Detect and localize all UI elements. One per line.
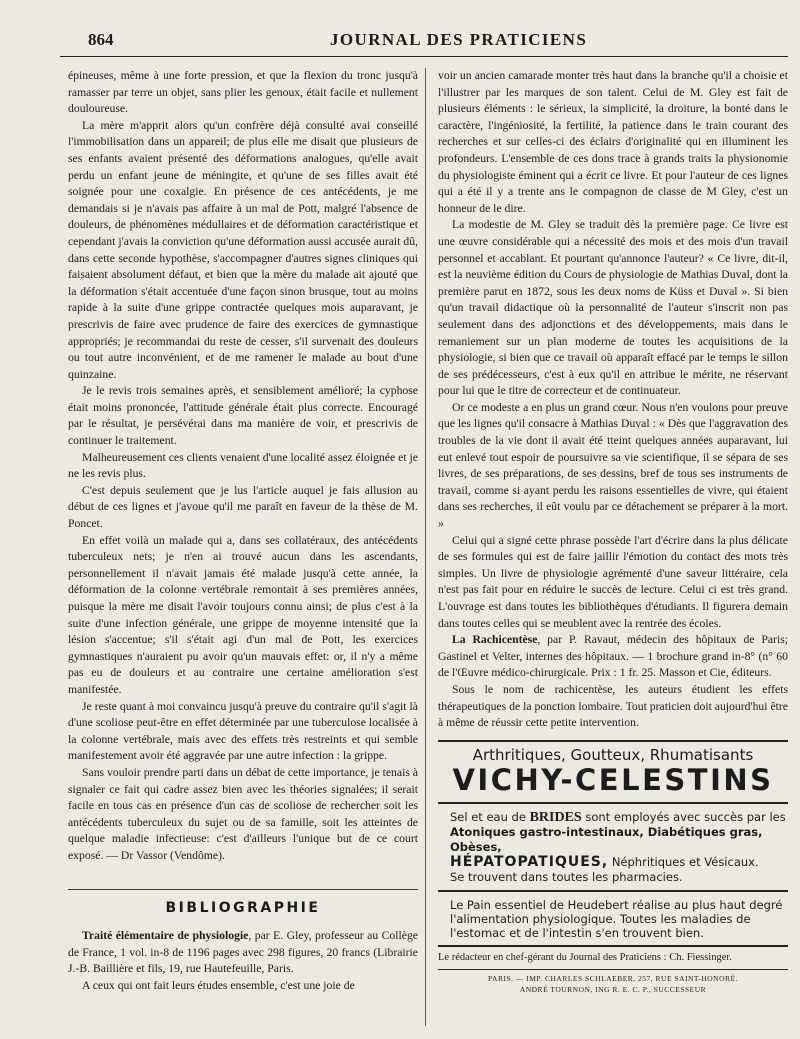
book-title: Traité élémentaire de physiologie [82,929,249,943]
brides-prefix: Sel et eau de [450,809,530,824]
paragraph: Malheureusement ces clients venaient d'une localité assez éloignée et je ne les revis plus. [68,450,418,481]
paragraph: A ceux qui ont fait leurs études ensemble, c'est une joie de [82,978,355,992]
imprint [438,969,788,995]
redacteur-line: Le rédacteur en chef-gérant du Journal des Praticiens : Ch. Fiessinger. [438,945,788,965]
paragraph: Or ce modeste a en plus un grand cœur. Nous n'en voulons pour preuve que les lignes qu'il consacre à Mathias Duval : « Dès que l'aggravation des troubles de la vie dont il avait été tteint quelques années auparavant, lui eut enlevé tout espoir de poursuivre sa vie scientifique, il se sépara de ses livres, de ses préparations, de ses dessins, bref de tous ses instruments de travail, comme si ayant perdu les raisons essentielles de vivre, qui étaient dans ses recherches, il eût voulu par ce détachement se préparer à la mort. » [438,400,788,531]
journal-title: JOURNAL DES PRATICIENS [330,30,588,49]
paragraph: épineuses, même à une forte pression, et que la flexion du tronc jusqu'à ramasser par terre un objet, sans plier les genoux, était facile et nullement douloureuse. [68,69,418,116]
page-header [0,0,800,60]
page-number: 864 [88,30,114,49]
vichy-ad [438,740,788,802]
paragraph: Sous le nom de rachicentèse, les auteurs étudient les effets thérapeutiques de la ponction lombaire. Tout praticien doit aujourd'hui être à même de réussir cette petite intervention. [438,682,788,730]
paragraph: Sans vouloir prendre parti dans un débat de cette importance, je tenais à signaler ce fait qui cadre assez bien avec les théories signalées; il serait facile en tous cas en présence d'un cas de scoliose de rechercher soit les antécédents tuberculeux du sujet ou de sa famille, soit les atteintes de quelque maladie infectieuse: c'est d'ailleurs l'unique but de ce court exposé. — Dr Vassor (Vendôme). [68,765,418,862]
brides-line4: Se trouvent dans toutes les pharmacies. [450,869,683,884]
paragraph: voir un ancien camarade monter très haut dans la branche qu'il a choisie et l'illustrer par les marques de son talent. Celui de M. Gley est fait de plusieurs éléments : le sérieux, la simplicité, la droiture, la bonté dans le caractère, l'ingéniosité, la fertilité, la patience dans le train courant des recherches et sur celles-ci des éclairs d'originalité qui en illuminent les profondeurs. L'ensemble de ces dons trace à grands traits la physionomie du physiologiste éminent qui a écrit ce livre. Et pour l'auteur de ces lignes qui a été il y a trente ans le compagnon de classe de M Gley, c'est un honneur de le dire. [438,69,788,215]
left-column [68,68,418,994]
paragraph: La modestie de M. Gley se traduit dès la première page. Ce livre est une œuvre considérable qui a nécessité des mois et des mois d'un travail personnel et accablant. Et pourtant qu'annonce l'auteur? « Ce livre, dit-il, est la neuvième édition du Cours de physiologie de Mathias Duval, dont la première parut en 1872, sous les deux noms de Küss et Duval ». Si bien qu'un travail didactique où la personnalité de l'auteur s'inscrit non pas seulement dans des adjonctions et des développements, mais dans le remaniement sur un plan moderne de toutes les acquisitions de la physiologie, si bien que ce travail où apparaît effacé par le temps le sillon de ses prédécesseurs, c'est à eux qu'il en attribue le mérite, ne réservant pour lui que le titre de correcteur et de continuateur. [438,218,788,398]
brides-heading: HÉPATOPATIQUES, [450,853,609,870]
paragraph: La mère m'apprit alors qu'un confrère déjà consulté avai conseillé l'immobilisation dans un appareil; de plus elle me disait que plusieurs de ses enfants avaient présenté des déformations analogues, qu'elle avait perdu un enfant jeune de méningite, et qu'une de ses filles avait été soignée pour une coxalgie. En présence de ces antécédents, je me demandais si je n'avais pas affaire à un mal de Pott, malgré l'absence de douleurs, de phénomènes médullaires et de déformation caractéristique et cependant j'avais la conviction qu'une déformation aussi accusée aurait dû, dans cette seconde hypothèse, s'accompagner d'autres signes cliniques qui faisaient absolument défaut, et bien que la mère du malade ait ajouté que la déformation s'était accentuée d'une façon sinon brusque, tout au moins rapide à la suite d'une grippe contractée quelques mois auparavant, je prescrivis de faire avec prudence de faire des exercices de gymnastique appropriés; je recommandai du reste de cesser, s'il survenait des douleurs ou tout autre inconvénient, et de me ramener le malade au bout d'une quinzaine. [68,118,418,381]
book-description: , par P. Ravaut, médecin des hôpitaux de Paris; Gastinel et Velter, internes des hôpitaux. — 1 brochure grand in-8° (n° 60 de l'Œuvre médico-chirurgicale. Prix : 1 fr. 25. Masson et Cie, éditeurs. [438,633,788,680]
brides-suffix: sont employés avec succès par les [581,809,786,824]
book-title: La Rachicentèse [452,633,538,647]
book-entry [438,632,788,682]
imprint-line-2: ANDRÉ TOURNON, ING R. E. C. P., SUCCESSEUR [519,984,707,994]
brides-ad [438,802,788,890]
book-entry [68,928,418,978]
brides-line2: Atoniques gastro-intestinaux, Diabétiques gras, Obèses, [450,824,763,854]
bibliography-heading: BIBLIOGRAPHIE [68,889,418,917]
paragraph: En effet voilà un malade qui a, dans ses collatéraux, des antécédents tuberculeux nets; je n'en ai trouvé aucun dans les ascendants, personnellement il n'avait jamais été malade jusqu'à cette année, la déformation de la colonne vertébrale remontait à ses premières années, puisque la mère me disait l'avoir toujours connu ainsi; de plus c'est à la suite d'une infection générale, une grippe de moyenne intensité que la lésion s'accentue; s'il s'était agi d'un mal de Pott, les exercices gymnastiques n'auraient pu avoir qu'un mauvais effet: or, il n'y a même pas eu de douleurs et au contraire une certaine amélioration s'est manifestée. [68,533,418,696]
brides-line3 [450,855,788,870]
paragraph: Celui qui a signé cette phrase possède l'art d'écrire dans la plus délicate de ses formules qui est de faire jaillir l'émotion du contact des mots très simples. Un livre de physiologie agrémenté d'une saveur littéraire, cela n'est pas fait pour en réduire le succès de lecture. Celui ci est très grand. L'ouvrage est dans toutes les bibliothèques d'étudiants. Il figurera demain dans toutes celles qui se meublent avec la rentrée des écoles. [438,533,788,630]
paragraph: C'est depuis seulement que je lus l'article auquel je fais allusion au début de ces lignes et j'avoue qu'il me paraît en faveur de la thèse de M. Poncet. [68,483,418,531]
brides-line1 [450,810,788,825]
brides-line3-suffix: Néphritiques et Vésicaux. [608,854,759,869]
right-column [438,68,788,995]
paragraph: Je le revis trois semaines après, et sensiblement amélioré; la cyphose était moins prononcée, l'attitude générale était plus correcte. Encouragé par le résultat, je persévérai dans ma manière de voir, et prescrivis de continuer le traitement. [68,384,418,448]
imprint-line-1: PARIS. — IMP. CHARLES SCHLAEBER, 257, RUE SAINT-HONORÉ. [488,973,738,983]
vichy-brand: VICHY-CELESTINS [452,762,774,797]
vichy-tagline: Arthritiques, Goutteux, Rhumatisants [472,745,754,764]
heudebert-ad: Le Pain essentiel de Heudebert réalise au plus haut degré l'alimentation physiologique. Toutes les maladies de l'estomac et de l'intestin s'en trouvent bien. [438,890,788,945]
book-description: , par E. Gley, professeur au Collège de France, 1 vol. in-8 de 1196 pages avec 298 figures, 20 francs (Librairie J.-B. Baillière et fils, 19, rue Hautefeuille, Paris. [68,929,418,976]
advertisements [438,740,788,995]
paragraph: Je reste quant à moi convaincu jusqu'à preuve du contraire qu'il s'agit là d'une scoliose peut-être en effet déterminée par une tuberculose localisée à la colonne vertébrale, mais avec des effets très restreints et qui semble manifestement avoir été aggravée par une autre infection : la grippe. [68,699,418,763]
header-rule [60,56,788,57]
column-divider [425,68,426,1026]
brides-name: BRIDES [529,809,582,825]
